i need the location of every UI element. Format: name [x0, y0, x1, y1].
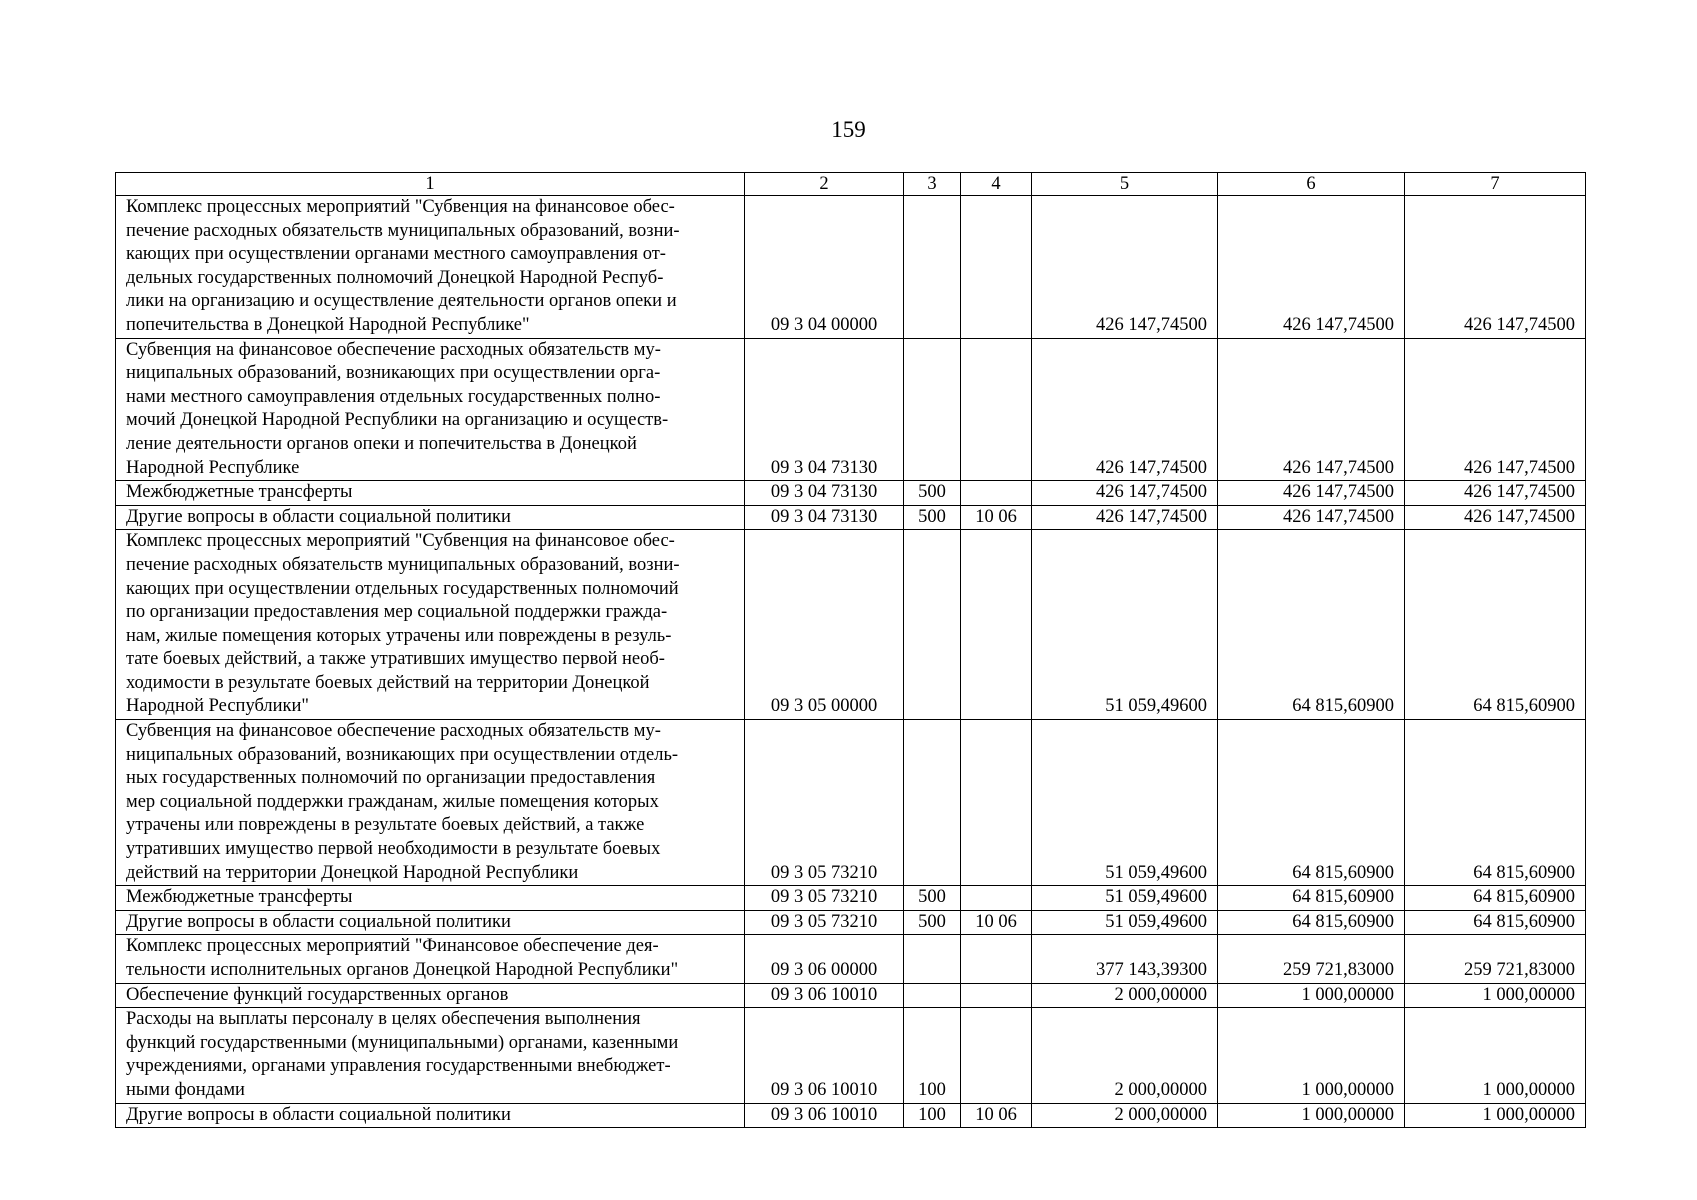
section-code — [961, 983, 1032, 1008]
item-name — [116, 910, 745, 935]
column-header: 4 — [961, 173, 1032, 196]
amount-col-6: 64 815,60900 — [1218, 720, 1405, 886]
item-name — [116, 1008, 745, 1103]
expense-type-code — [904, 935, 961, 983]
item-name — [116, 505, 745, 530]
column-header: 5 — [1032, 173, 1218, 196]
amount-col-7: 64 815,60900 — [1405, 910, 1586, 935]
item-name-line: кающих при осуществлении органами местного самоуправления от- — [126, 244, 666, 265]
section-code — [961, 338, 1032, 481]
item-name-line: мер социальной поддержки гражданам, жилые помещения которых — [126, 791, 659, 812]
item-name-line: Расходы на выплаты персоналу в целях обеспечения выполнения — [126, 1009, 641, 1030]
item-name-line: Межбюджетные трансферты — [126, 887, 353, 908]
amount-col-5: 51 059,49600 — [1032, 720, 1218, 886]
table-row — [116, 481, 1586, 506]
target-item-code: 09 3 06 10010 — [745, 1103, 904, 1128]
item-name — [116, 886, 745, 911]
amount-col-5: 426 147,74500 — [1032, 196, 1218, 339]
expense-type-code: 100 — [904, 1103, 961, 1128]
expense-type-code — [904, 530, 961, 720]
table-row — [116, 196, 1586, 339]
item-name-line: Обеспечение функций государственных органов — [126, 984, 509, 1005]
expense-type-code — [904, 196, 961, 339]
item-name — [116, 1103, 745, 1128]
amount-col-6: 1 000,00000 — [1218, 983, 1405, 1008]
item-name-line: Другие вопросы в области социальной политики — [126, 911, 511, 932]
item-name — [116, 720, 745, 886]
item-name-line: нами местного самоуправления отдельных государственных полно- — [126, 386, 661, 407]
target-item-code: 09 3 04 73130 — [745, 338, 904, 481]
item-name-line: лики на организацию и осуществление деятельности органов опеки и — [126, 291, 677, 312]
amount-col-7: 426 147,74500 — [1405, 481, 1586, 506]
table-row — [116, 886, 1586, 911]
amount-col-5: 426 147,74500 — [1032, 338, 1218, 481]
target-item-code: 09 3 06 10010 — [745, 983, 904, 1008]
item-name-line: Народной Республики" — [126, 696, 309, 717]
amount-col-7: 64 815,60900 — [1405, 886, 1586, 911]
amount-col-7: 1 000,00000 — [1405, 983, 1586, 1008]
column-header: 7 — [1405, 173, 1586, 196]
table-row — [116, 935, 1586, 983]
item-name-line: печение расходных обязательств муниципальных образований, возни- — [126, 554, 680, 575]
page-number: 159 — [831, 117, 866, 142]
section-code: 10 06 — [961, 505, 1032, 530]
section-code — [961, 481, 1032, 506]
item-name-line: Другие вопросы в области социальной политики — [126, 1104, 511, 1125]
amount-col-6: 1 000,00000 — [1218, 1008, 1405, 1103]
amount-col-6: 426 147,74500 — [1218, 481, 1405, 506]
item-name-line: нам, жилые помещения которых утрачены или повреждены в резуль- — [126, 625, 672, 646]
column-header: 3 — [904, 173, 961, 196]
item-name — [116, 196, 745, 339]
amount-col-5: 51 059,49600 — [1032, 530, 1218, 720]
amount-col-7: 1 000,00000 — [1405, 1008, 1586, 1103]
item-name-line: дельных государственных полномочий Донецкой Народной Респуб- — [126, 267, 664, 288]
amount-col-5: 2 000,00000 — [1032, 1008, 1218, 1103]
item-name — [116, 481, 745, 506]
amount-col-6: 64 815,60900 — [1218, 910, 1405, 935]
amount-col-5: 426 147,74500 — [1032, 505, 1218, 530]
table-row — [116, 338, 1586, 481]
budget-table — [115, 172, 1586, 1128]
expense-type-code — [904, 983, 961, 1008]
expense-type-code: 500 — [904, 886, 961, 911]
column-header: 2 — [745, 173, 904, 196]
amount-col-5: 2 000,00000 — [1032, 1103, 1218, 1128]
target-item-code: 09 3 04 00000 — [745, 196, 904, 339]
amount-col-6: 426 147,74500 — [1218, 196, 1405, 339]
amount-col-6: 259 721,83000 — [1218, 935, 1405, 983]
item-name-line: Комплекс процессных мероприятий "Финансовое обеспечение дея- — [126, 936, 659, 957]
item-name-line: Субвенция на финансовое обеспечение расходных обязательств му- — [126, 339, 661, 360]
target-item-code: 09 3 04 73130 — [745, 505, 904, 530]
section-code — [961, 886, 1032, 911]
item-name-line: ление деятельности органов опеки и попечительства в Донецкой — [126, 433, 637, 454]
expense-type-code: 500 — [904, 481, 961, 506]
expense-type-code: 500 — [904, 505, 961, 530]
amount-col-5: 2 000,00000 — [1032, 983, 1218, 1008]
column-number-row — [116, 173, 1586, 196]
section-code — [961, 196, 1032, 339]
amount-col-5: 51 059,49600 — [1032, 886, 1218, 911]
table-row — [116, 530, 1586, 720]
amount-col-7: 1 000,00000 — [1405, 1103, 1586, 1128]
item-name — [116, 935, 745, 983]
item-name-line: по организации предоставления мер социальной поддержки гражда- — [126, 602, 668, 623]
expense-type-code — [904, 338, 961, 481]
amount-col-5: 51 059,49600 — [1032, 910, 1218, 935]
item-name-line: печение расходных обязательств муниципальных образований, возни- — [126, 220, 680, 241]
table-row — [116, 720, 1586, 886]
table-row — [116, 910, 1586, 935]
amount-col-6: 64 815,60900 — [1218, 886, 1405, 911]
section-code — [961, 720, 1032, 886]
item-name-line: ных государственных полномочий по организации предоставления — [126, 768, 656, 789]
section-code: 10 06 — [961, 1103, 1032, 1128]
item-name-line: Комплекс процессных мероприятий "Субвенция на финансовое обес- — [126, 531, 675, 552]
item-name-line: тельности исполнительных органов Донецкой Народной Республики" — [126, 960, 679, 980]
item-name-line: функций государственными (муниципальными) органами, казенными — [126, 1032, 679, 1053]
item-name — [116, 338, 745, 481]
expense-type-code: 500 — [904, 910, 961, 935]
item-name-line: Межбюджетные трансферты — [126, 482, 353, 503]
item-name — [116, 530, 745, 720]
target-item-code: 09 3 05 73210 — [745, 886, 904, 911]
item-name-line: ходимости в результате боевых действий на территории Донецкой — [126, 672, 650, 693]
target-item-code: 09 3 05 73210 — [745, 910, 904, 935]
amount-col-6: 426 147,74500 — [1218, 338, 1405, 481]
target-item-code: 09 3 05 73210 — [745, 720, 904, 886]
target-item-code: 09 3 04 73130 — [745, 481, 904, 506]
table-row — [116, 983, 1586, 1008]
item-name-line: Комплекс процессных мероприятий "Субвенция на финансовое обес- — [126, 197, 675, 217]
expense-type-code: 100 — [904, 1008, 961, 1103]
item-name-line: учреждениями, органами управления государственными внебюджет- — [126, 1056, 671, 1077]
amount-col-6: 1 000,00000 — [1218, 1103, 1405, 1128]
item-name-line: утрачены или повреждены в результате боевых действий, а также — [126, 815, 645, 836]
expense-type-code — [904, 720, 961, 886]
item-name-line: мочий Донецкой Народной Республики на организацию и осуществ- — [126, 410, 669, 431]
amount-col-7: 426 147,74500 — [1405, 338, 1586, 481]
target-item-code: 09 3 05 00000 — [745, 530, 904, 720]
amount-col-5: 377 143,39300 — [1032, 935, 1218, 983]
amount-col-6: 426 147,74500 — [1218, 505, 1405, 530]
table-row — [116, 505, 1586, 530]
target-item-code: 09 3 06 10010 — [745, 1008, 904, 1103]
section-code — [961, 530, 1032, 720]
item-name-line: Другие вопросы в области социальной политики — [126, 506, 511, 527]
amount-col-6: 64 815,60900 — [1218, 530, 1405, 720]
amount-col-7: 64 815,60900 — [1405, 720, 1586, 886]
item-name-line: Народной Республике — [126, 457, 300, 478]
amount-col-7: 426 147,74500 — [1405, 505, 1586, 530]
amount-col-5: 426 147,74500 — [1032, 481, 1218, 506]
table-row — [116, 1008, 1586, 1103]
item-name-line: Субвенция на финансовое обеспечение расходных обязательств му- — [126, 721, 661, 742]
section-code — [961, 1008, 1032, 1103]
section-code — [961, 935, 1032, 983]
amount-col-7: 259 721,83000 — [1405, 935, 1586, 983]
item-name-line: попечительства в Донецкой Народной Республике" — [126, 314, 530, 335]
item-name-line: ными фондами — [126, 1079, 245, 1100]
item-name — [116, 983, 745, 1008]
table-row — [116, 1103, 1586, 1128]
amount-col-7: 426 147,74500 — [1405, 196, 1586, 339]
item-name-line: ниципальных образований, возникающих при осуществлении орга- — [126, 363, 661, 384]
section-code: 10 06 — [961, 910, 1032, 935]
column-header: 1 — [116, 173, 745, 196]
item-name-line: ниципальных образований, возникающих при осуществлении отдель- — [126, 744, 679, 765]
target-item-code: 09 3 06 00000 — [745, 935, 904, 983]
amount-col-7: 64 815,60900 — [1405, 530, 1586, 720]
item-name-line: действий на территории Донецкой Народной Республики — [126, 862, 579, 883]
item-name-line: утративших имущество первой необходимости в результате боевых — [126, 839, 661, 860]
column-header: 6 — [1218, 173, 1405, 196]
item-name-line: тате боевых действий, а также утративших имущество первой необ- — [126, 649, 665, 670]
item-name-line: кающих при осуществлении отдельных государственных полномочий — [126, 578, 679, 599]
